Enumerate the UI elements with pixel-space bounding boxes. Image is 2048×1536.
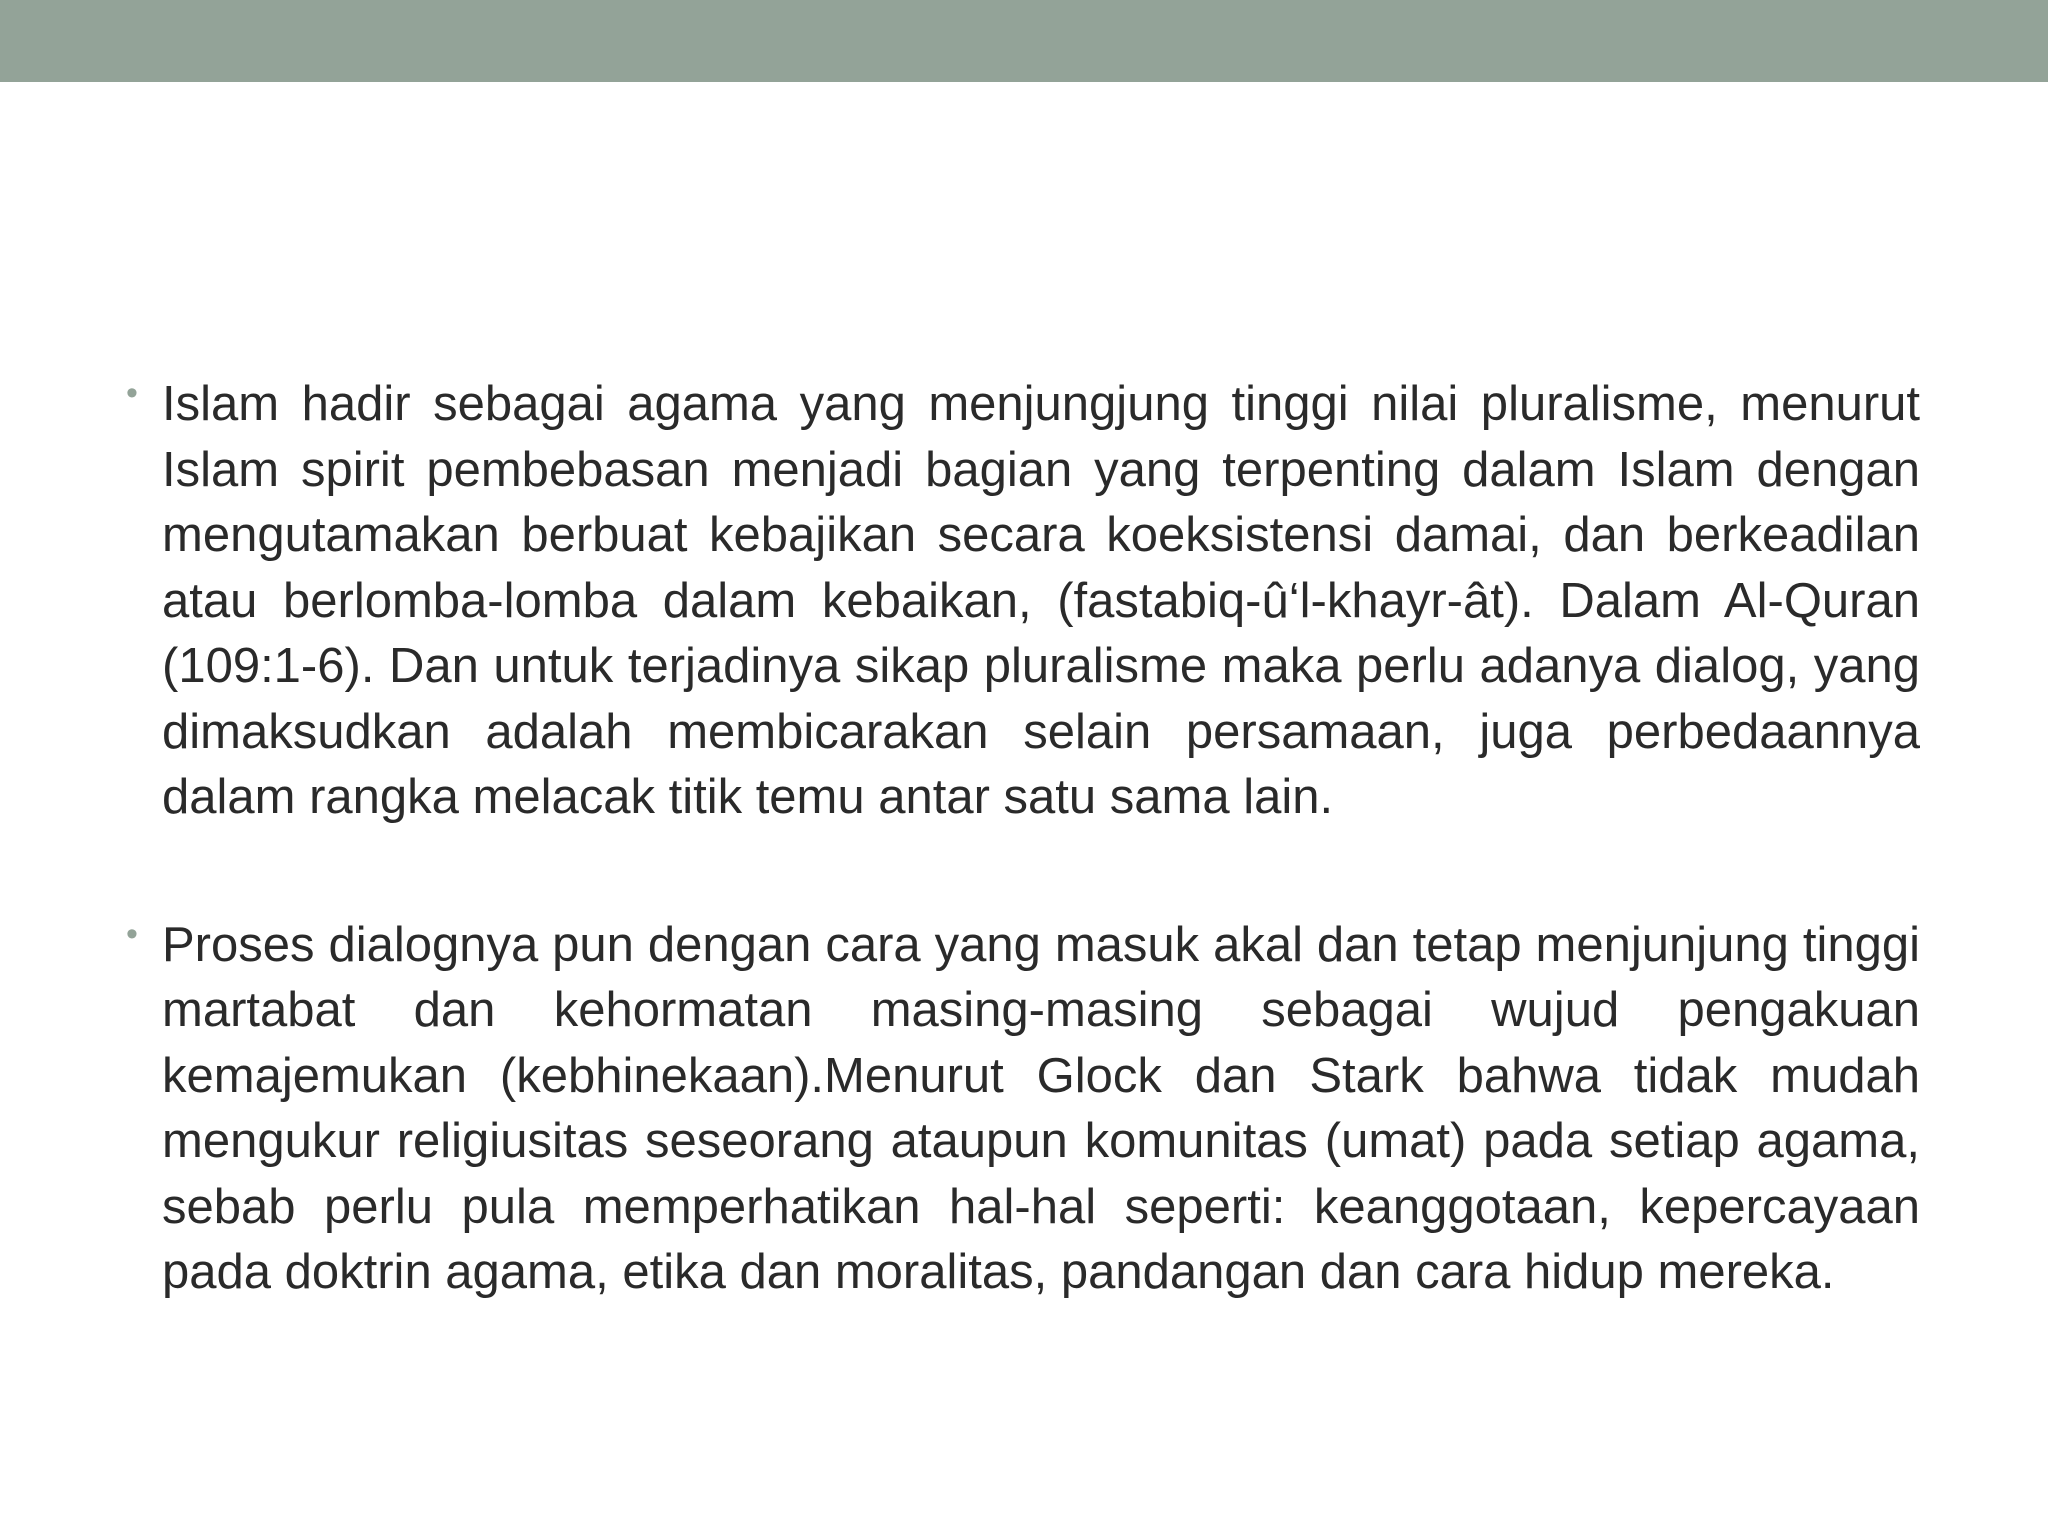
bullet-item-1 (126, 372, 1920, 831)
header-bar (0, 0, 2048, 82)
bullet-item-2 (126, 913, 1920, 1306)
bullet-marker: • (126, 914, 138, 953)
bullet-marker: • (126, 374, 138, 412)
bullet-text-1: Islam hadir sebagai agama yang menjungjung tinggi nilai pluralisme, menurut Islam spirit pembebasan menjadi bagian yang terpenting dalam Islam dengan mengutamakan berbuat kebajikan secara koeksistensi damai, dan berkeadilan atau berlomba-lomba dalam kebaikan, (fastabiq-û‘l-khayr-ât). Dalam Al-Quran (109:1-6). Dan untuk terjadinya sikap pluralisme maka perlu adanya dialog, yang dimaksudkan adalah membicarakan selain persamaan, juga perbedaannya dalam rangka melacak titik temu antar satu sama lain. (162, 377, 1920, 824)
bullet-text-2: Proses dialognya pun dengan cara yang masuk akal dan tetap menjunjung tinggi martabat dan kehormatan masing-masing sebagai wujud pengakuan kemajemukan (kebhinekaan).Menurut Glock dan Stark bahwa tidak mudah mengukur religiusitas seseorang ataupun komunitas (umat) pada setiap agama, sebab perlu pula memperhatikan hal-hal seperti: keanggotaan, kepercayaan pada doktrin agama, etika dan moralitas, pandangan dan cara hidup mereka. (162, 917, 1920, 1299)
slide-content (126, 372, 1920, 1388)
